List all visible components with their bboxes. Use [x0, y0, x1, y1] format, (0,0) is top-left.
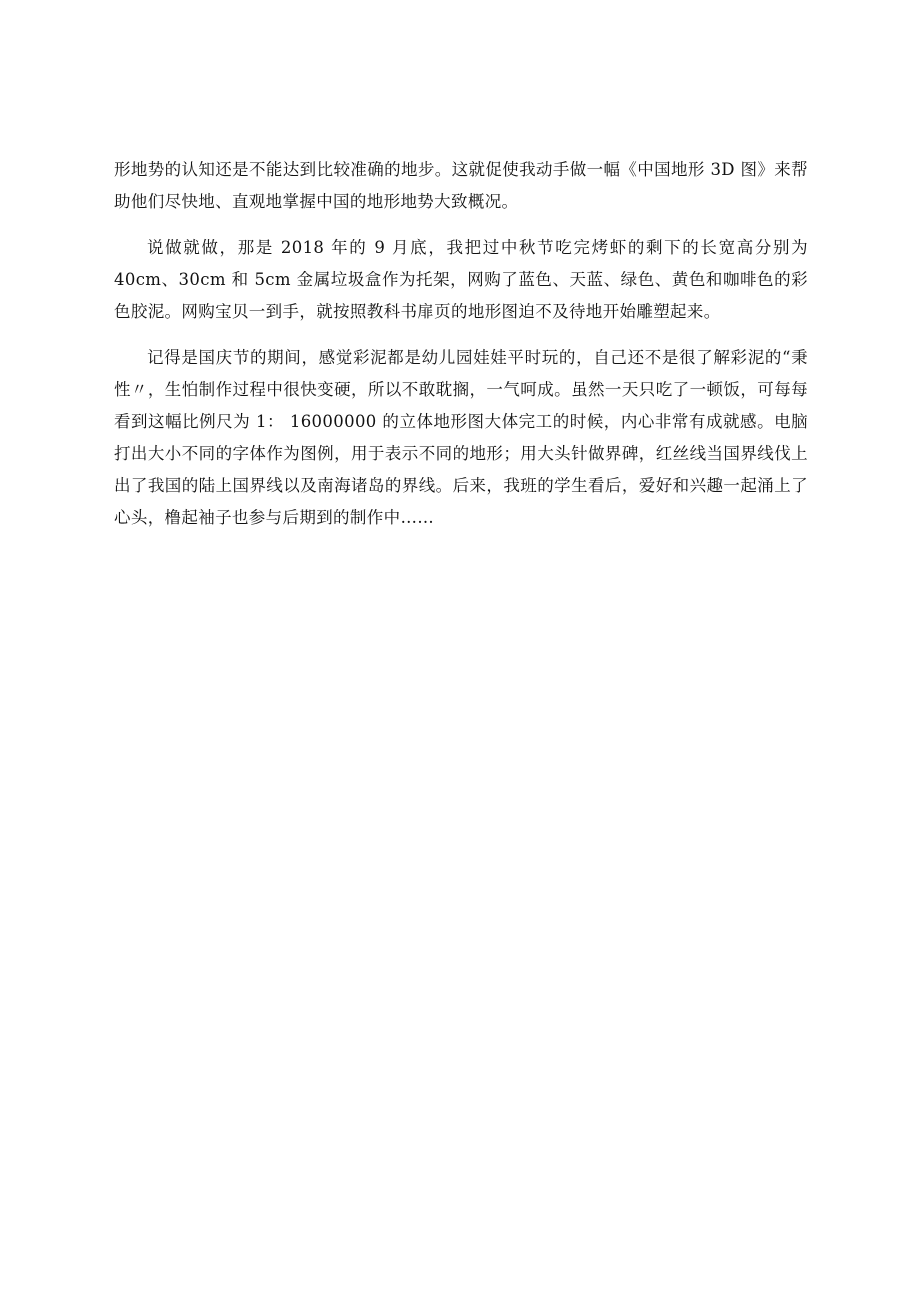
body-text: [114, 154, 808, 548]
paragraph-making-start: 说做就做，那是 2018 年的 9 月底，我把过中秋节吃完烤虾的剩下的长宽高分别为 40cm、30cm 和 5cm 金属垃圾盒作为托架，网购了蓝色、天蓝、绿色、黄色和咖啡色的彩色胶泥。网购宝贝一到手，就按照教科书扉页的地形图迫不及待地开始雕塑起来。: [114, 238, 808, 321]
paragraph-national-day: 记得是国庆节的期间，感觉彩泥都是幼儿园娃娃平时玩的，自己还不是很了解彩泥的“秉性〃，生怕制作过程中很快变硬，所以不敢耽搁，一气呵成。虽然一天只吃了一顿饭，可每每看到这幅比例尺为 1： 16000000 的立体地形图大体完工的时候，内心非常有成就感。电脑打出大小不同的字体作为图例，用于表示不同的地形；用大头针做界碑，红丝线当国界线伐上出了我国的陆上国界线以及南海诸岛的界线。后来，我班的学生看后，爱好和兴趣一起涌上了心头，橹起袖子也参与后期到的制作中……: [114, 348, 808, 527]
paragraph-continuation: 形地势的认知还是不能达到比较准确的地步。这就促使我动手做一幅《中国地形 3D 图》来帮助他们尽快地、直观地掌握中国的地形地势大致概况。: [114, 160, 808, 211]
